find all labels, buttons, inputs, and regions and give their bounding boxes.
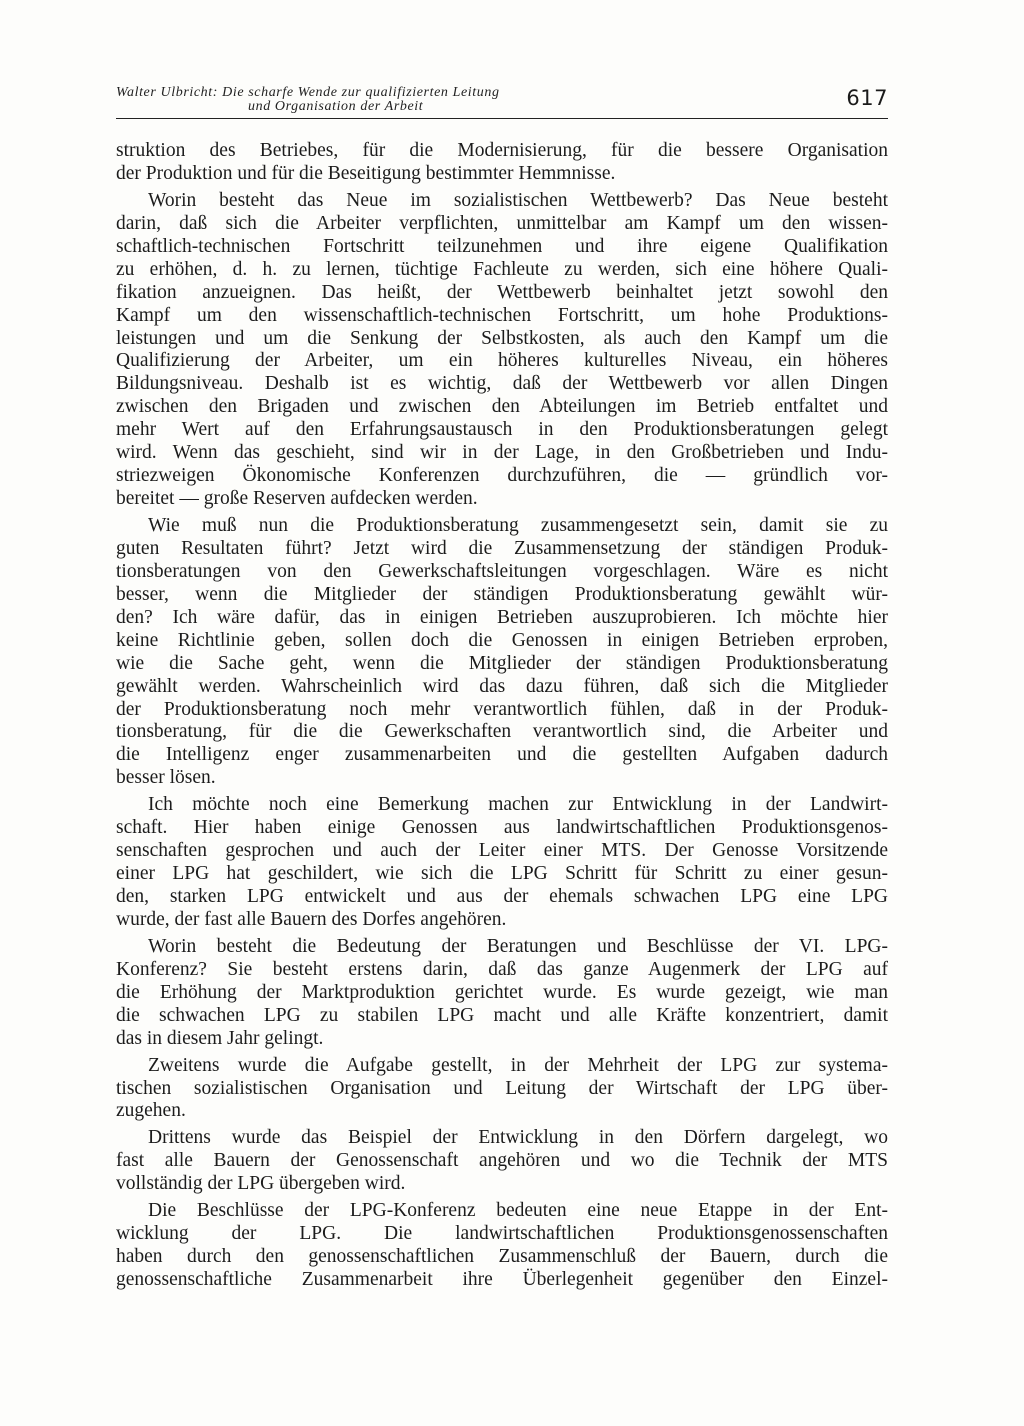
text-line: Kampf um den wissenschaftlich-technischen Fortschritt, um hohe Produktions- [116,304,888,326]
text-line: zwischen den Brigaden und zwischen den Abteilungen im Betrieb entfaltet und [116,396,888,418]
text-line: wurde, der fast alle Bauern des Dorfes angehören. [116,908,507,930]
paragraph [116,515,888,790]
text-line: senschaften gesprochen und auch der Leiter einer MTS. Der Genosse Vorsitzende [116,840,888,862]
text-line: Die Beschlüsse der LPG-Konferenz bedeuten eine neue Etappe in der Ent- [148,1200,888,1222]
text-line: wird. Wenn das geschieht, sind wir in der Lage, in den Großbetrieben und Indu- [116,442,888,464]
text-line: fikation anzueignen. Das heißt, der Wettbewerb beinhaltet jetzt sowohl den [116,281,888,303]
running-header [116,86,888,122]
text-line: Qualifizierung der Arbeiter, um ein höheres kulturelles Niveau, ein höheres [116,350,888,372]
text-line: struktion des Betriebes, für die Modernisierung, für die bessere Organisation [116,140,888,161]
text-line: schaft. Hier haben einige Genossen aus landwirtschaftlichen Produktionsgenos- [116,817,888,839]
paragraph [116,1127,888,1196]
text-line: Bildungsniveau. Deshalb ist es wichtig, daß der Wettbewerb vor allen Dingen [116,373,888,395]
text-line: vollständig der LPG übergeben wird. [116,1173,406,1195]
text-line: der Produktionsberatung noch mehr verantwortlich fühlen, daß in der Produk- [116,698,888,720]
text-line: den, starken LPG entwickelt und aus der ehemals schwachen LPG eine LPG [116,886,888,907]
running-title [116,86,736,114]
header-rule [116,118,888,119]
paragraph [116,190,888,511]
text-line: die schwachen LPG zu stabilen LPG macht und alle Kräfte konzentriert, damit [116,1004,888,1026]
paragraph [116,140,888,186]
text-line: mehr Wert auf den Erfahrungsaustausch in den Produktionsberatungen gelegt [116,419,888,441]
text-line: die Intelligenz enger zusammenarbeiten und die gestellten Aufgaben dadurch [116,744,888,766]
text-line: tionsberatungen von den Gewerkschaftsleitungen vorgeschlagen. Wäre es nicht [116,560,888,582]
text-line: den? Ich wäre dafür, das in einigen Betrieben auszuprobieren. Ich möchte hier [116,606,888,628]
text-line: gewählt werden. Wahrscheinlich wird das dazu führen, daß sich die Mitglieder [116,675,888,697]
text-line: leistungen und um die Senkung der Selbstkosten, als auch den Kampf um die [116,327,888,349]
text-line: besser, wenn die Mitglieder der ständigen Produktionsberatung gewählt wür- [116,583,888,605]
text-line: Worin besteht das Neue im sozialistischen Wettbewerb? Das Neue besteht [148,189,888,211]
text-line: tionsberatung, für die die Gewerkschaften verantwortlich sind, die Arbeiter und [116,721,888,743]
text-line: zugehen. [116,1100,186,1122]
paragraph [116,936,888,1051]
text-line: Ich möchte noch eine Bemerkung machen zur Entwicklung in der Landwirt- [148,794,888,816]
text-line: der Produktion und für die Beseitigung bestimmter Hemmnisse. [116,162,616,184]
text-line: haben durch den genossenschaftlichen Zusammenschluß der Bauern, durch die [116,1246,888,1268]
running-title-line-1: Walter Ulbricht: Die scharfe Wende zur qualifizierten Leitung [116,85,500,100]
text-line: tischen sozialistischen Organisation und Leitung der Wirtschaft der LPG über- [116,1077,888,1099]
running-title-line-2: und Organisation der Arbeit [248,99,424,114]
text-line: fast alle Bauern der Genossenschaft angehören und wo die Technik der MTS [116,1150,888,1172]
text-line: zu erhöhen, d. h. zu lernen, tüchtige Fachleute zu werden, sich eine höhere Quali- [116,258,888,280]
text-line: besser lösen. [116,767,216,789]
text-line: schaftlich-technischen Fortschritt teilzunehmen und ihre eigene Qualifikation [116,235,888,257]
text-line: das in diesem Jahr gelingt. [116,1027,324,1049]
text-line: Wie muß nun die Produktionsberatung zusammengesetzt sein, damit sie zu [148,515,888,536]
text-line: einer LPG hat geschildert, wie sich die LPG Schritt für Schritt zu einer gesun- [116,863,888,885]
text-line: bereitet — große Reserven aufdecken werden. [116,488,478,510]
text-line: wicklung der LPG. Die landwirtschaftlichen Produktionsgenossenschaften [116,1223,888,1245]
text-line: Zweitens wurde die Aufgabe gestellt, in der Mehrheit der LPG zur systema- [148,1054,888,1076]
paragraph [116,1055,888,1124]
page-number: 617 [846,86,888,110]
text-line: Drittens wurde das Beispiel der Entwicklung in den Dörfern dargelegt, wo [148,1127,888,1149]
body-text [116,140,888,1292]
text-line: darin, daß sich die Arbeiter verpflichten, unmittelbar am Kampf um den wissen- [116,212,888,234]
paragraph [116,1200,888,1292]
text-line: Worin besteht die Bedeutung der Beratungen und Beschlüsse der VI. LPG- [148,935,888,957]
text-line: striezweigen Ökonomische Konferenzen durchzuführen, die — gründlich vor- [116,465,888,487]
text-line: Konferenz? Sie besteht erstens darin, daß das ganze Augenmerk der LPG auf [116,958,888,980]
text-line: die Erhöhung der Marktproduktion gerichtet wurde. Es wurde gezeigt, wie man [116,981,888,1003]
text-line: genossenschaftliche Zusammenarbeit ihre Überlegenheit gegenüber den Einzel- [116,1269,888,1290]
text-line: keine Richtlinie geben, sollen doch die Genossen in einigen Betrieben erproben, [116,629,888,651]
text-line: wie die Sache geht, wenn die Mitglieder der ständigen Produktionsberatung [116,652,888,674]
text-line: guten Resultaten führt? Jetzt wird die Zusammensetzung der ständigen Produk- [116,537,888,559]
paragraph [116,794,888,932]
